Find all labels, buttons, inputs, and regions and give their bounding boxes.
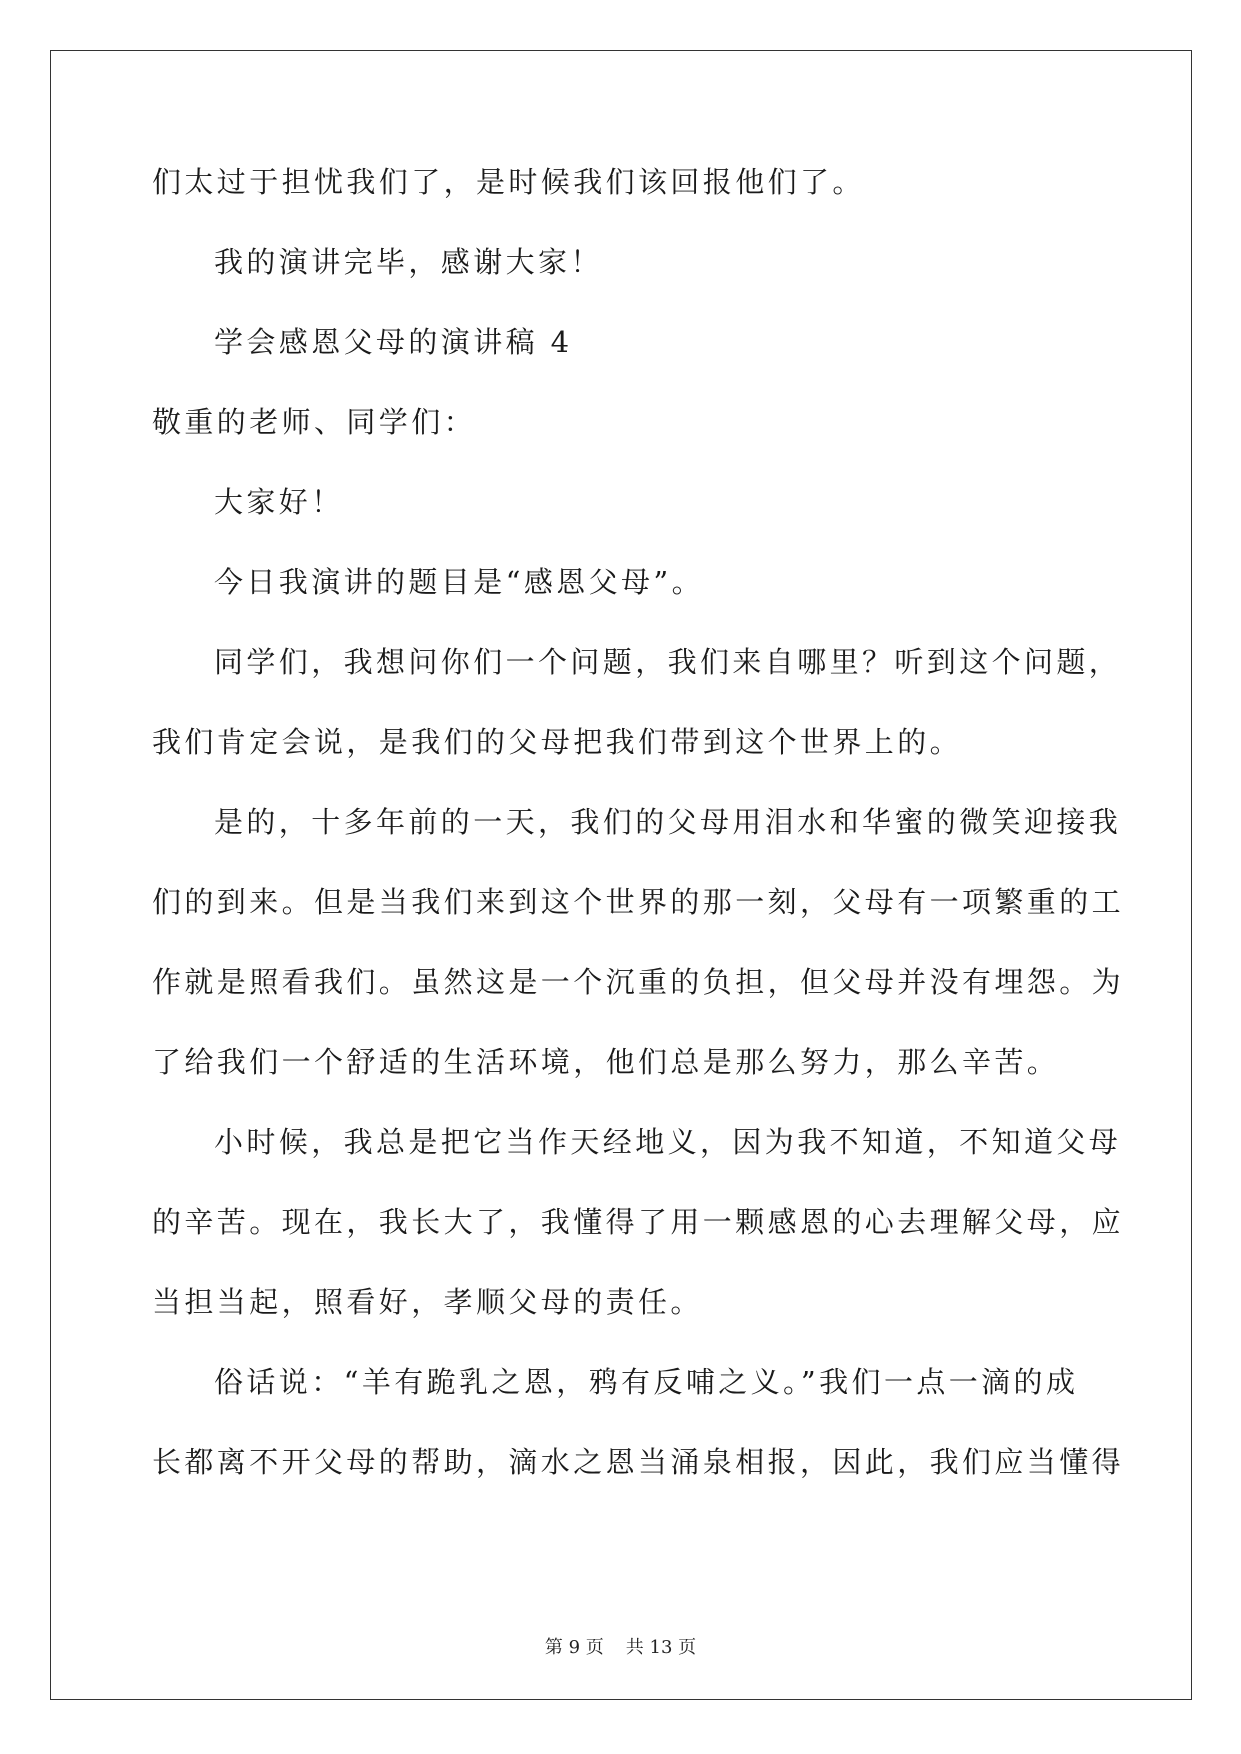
text-line: 我们肯定会说，是我们的父母把我们带到这个世界上的。 (152, 725, 963, 759)
section-heading: 学会感恩父母的演讲稿 4 (214, 325, 573, 359)
text-line: 们的到来。但是当我们来到这个世界的那一刻，父母有一项繁重的工 (152, 885, 1125, 919)
text-line: 同学们，我想问你们一个问题，我们来自哪里？听到这个问题， (214, 645, 1122, 679)
page-footer (0, 1636, 1241, 1660)
salutation: 敬重的老师、同学们： (152, 405, 477, 439)
text-line: 长都离不开父母的帮助，滴水之恩当涌泉相报，因此，我们应当懂得 (152, 1445, 1125, 1479)
text-line: 俗话说：“羊有跪乳之恩，鸦有反哺之义。”我们一点一滴的成 (214, 1365, 1079, 1399)
text-line: 的辛苦。现在，我长大了，我懂得了用一颗感恩的心去理解父母，应 (152, 1205, 1125, 1239)
page-total: 共 13 页 (625, 1637, 697, 1658)
text-line: 今日我演讲的题目是“感恩父母”。 (214, 565, 705, 599)
text-line: 们太过于担忧我们了，是时候我们该回报他们了。 (152, 165, 865, 199)
text-line: 小时候，我总是把它当作天经地义，因为我不知道，不知道父母 (214, 1125, 1122, 1159)
text-line: 了给我们一个舒适的生活环境，他们总是那么努力，那么辛苦。 (152, 1045, 1060, 1079)
page-number: 第 9 页 (544, 1637, 604, 1658)
text-line: 我的演讲完毕，感谢大家！ (214, 245, 603, 279)
text-line: 当担当起，照看好，孝顺父母的责任。 (152, 1285, 703, 1319)
text-line: 是的，十多年前的一天，我们的父母用泪水和华蜜的微笑迎接我 (214, 805, 1122, 839)
text-line: 作就是照看我们。虽然这是一个沉重的负担，但父母并没有埋怨。为 (152, 965, 1125, 999)
greeting: 大家好！ (214, 485, 344, 519)
